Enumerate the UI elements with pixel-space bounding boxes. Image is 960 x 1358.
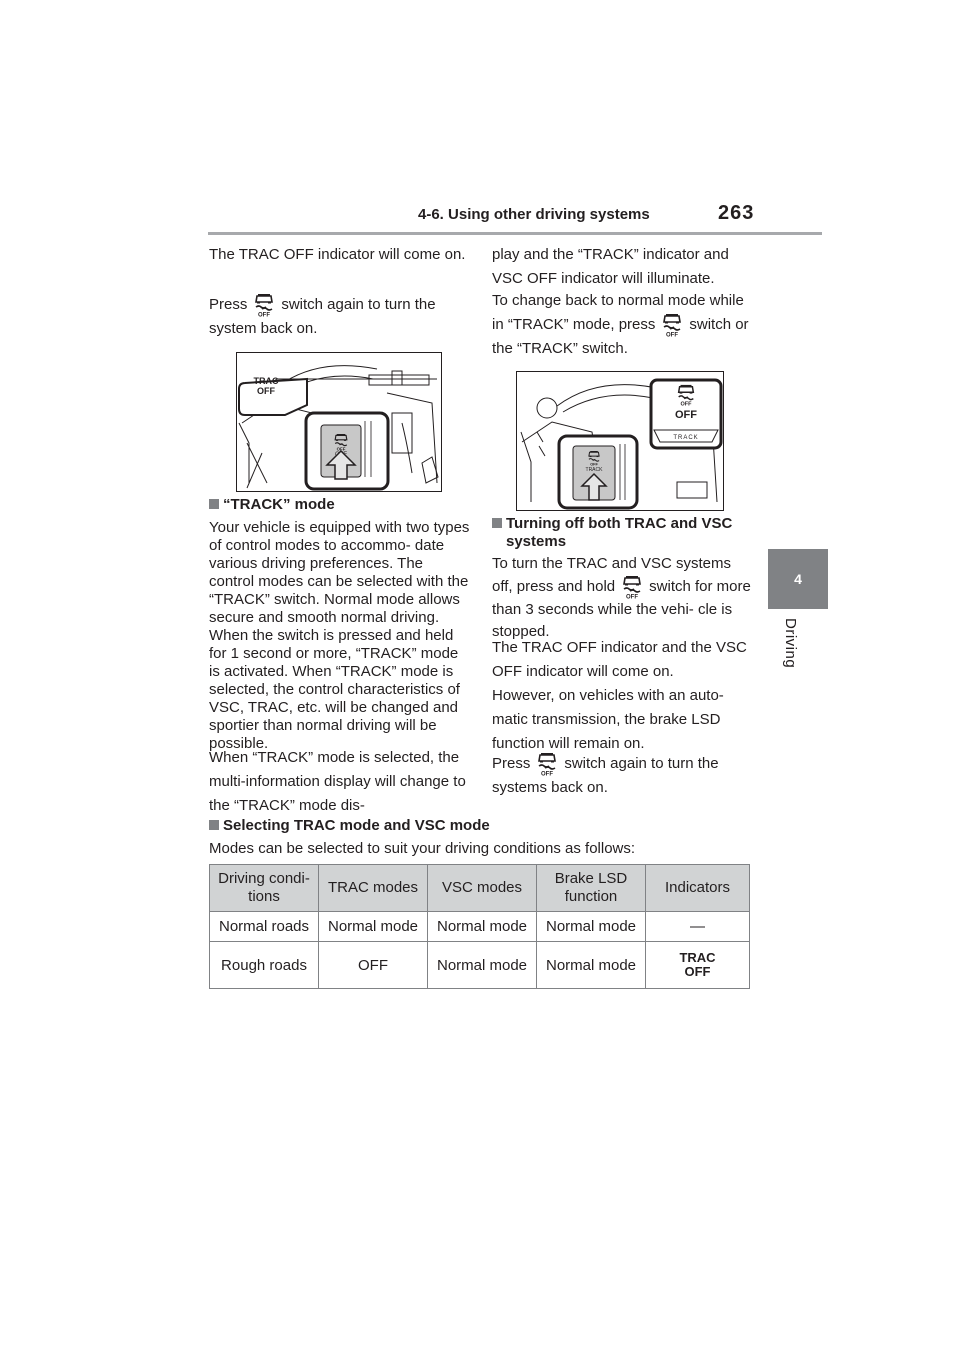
- square-bullet-icon: [209, 499, 219, 509]
- header-driving-conditions: Driving condi- tions: [210, 865, 319, 912]
- table-cell: Normal mode: [537, 912, 646, 942]
- figure-trac-off-dashboard: [236, 352, 442, 492]
- heading-track-mode: [209, 496, 335, 514]
- indicator-off-text: OFF: [684, 963, 711, 979]
- heading-track-text: “TRACK” mode: [223, 496, 335, 513]
- paragraph-track-description: Your vehicle is equipped with two types of control modes to accommo- date various driving preferences. The control modes can be selected with the “TRACK” switch. Normal mode allows secure and smooth normal driving. When the switch is pressed and held for 1 second or more, “TRACK” mode is activated. When “TRACK” mode is selected, the control characteristics of VSC, TRAC, etc. will be changed and sportier than normal driving will be possible.: [209, 519, 470, 752]
- table-cell-indicator: [646, 942, 750, 989]
- section-title: 4-6. Using other driving systems: [418, 206, 650, 223]
- paragraph-both-indicators: The TRAC OFF indicator and the VSC OFF indicator will come on.: [492, 639, 747, 680]
- press-hold-text: To turn the TRAC and VSC systems off, press and hold: [492, 555, 731, 595]
- table-cell: Normal mode: [428, 942, 537, 989]
- table-cell: Normal mode: [319, 912, 428, 942]
- press-after-text: switch again to turn the system back on.: [209, 296, 436, 337]
- paragraph-systems-back-on: [492, 752, 754, 800]
- change-back-text: To change back to normal mode while in “TRACK” mode, press: [492, 292, 744, 333]
- figure-track-dashboard: [516, 371, 724, 511]
- chapter-label: Driving: [782, 618, 799, 669]
- table-row: [210, 912, 750, 942]
- press-text: Press: [209, 296, 248, 313]
- paragraph-press-switch: [209, 293, 471, 341]
- callout-track-label: TRACK: [673, 435, 699, 441]
- press-hold-after-text: switch for more than 3 seconds while the vehi- cle is stopped.: [492, 578, 751, 640]
- header-trac-modes: TRAC modes: [319, 865, 428, 912]
- vsc-off-switch-icon: [661, 313, 683, 337]
- callout-trac-text: TRAC: [253, 376, 279, 386]
- table-cell: Normal roads: [210, 912, 319, 942]
- paragraph-track-indicator: play and the “TRACK” indicator and VSC OFF indicator will illuminate.: [492, 246, 729, 287]
- paragraph-modes-intro: Modes can be selected to suit your driving conditions as follows:: [209, 840, 636, 857]
- callout-trac-off: [239, 376, 307, 415]
- paragraph-trac-off-on: The TRAC OFF indicator will come on.: [209, 246, 466, 263]
- heading-both-line1: Turning off both TRAC and VSC: [506, 515, 733, 532]
- vsc-off-switch-icon: [536, 752, 558, 776]
- table-cell: —: [646, 912, 750, 942]
- chapter-tab: 4: [768, 549, 828, 609]
- table-header-row: [210, 865, 750, 912]
- callout-off-label: OFF: [675, 409, 697, 421]
- callout-switch-zoom-track: [559, 436, 637, 508]
- paragraph-track-display: When “TRACK” mode is selected, the multi-information display will change to the “TRACK” mode dis-: [209, 749, 466, 814]
- square-bullet-icon: [209, 820, 219, 830]
- callout-off-track: [651, 380, 721, 448]
- paragraph-brake-lsd: However, on vehicles with an auto- matic transmission, the brake LSD function will remain on.: [492, 687, 724, 752]
- square-bullet-icon: [492, 518, 502, 528]
- dashboard-illustration-track: [517, 372, 723, 510]
- trac-off-indicator-icon: [679, 951, 715, 979]
- dashboard-illustration: [237, 353, 441, 491]
- table-cell: Rough roads: [210, 942, 319, 989]
- table-cell: OFF: [319, 942, 428, 989]
- heading-selecting-text: Selecting TRAC mode and VSC mode: [223, 817, 490, 834]
- header-vsc-modes: VSC modes: [428, 865, 537, 912]
- press-again-after-text: switch again to turn the systems back on.: [492, 755, 719, 796]
- paragraph-press-hold: [492, 553, 754, 643]
- table-cell: Normal mode: [537, 942, 646, 989]
- vsc-off-switch-icon: [621, 575, 643, 599]
- modes-table: [209, 864, 750, 989]
- page-number: 263: [718, 202, 755, 224]
- switch-track-text: TRACK: [585, 467, 603, 473]
- table-cell: Normal mode: [428, 912, 537, 942]
- change-back-after-text: switch or the “TRACK” switch.: [492, 316, 749, 357]
- header-rule: [208, 232, 822, 235]
- press-again-text: Press: [492, 755, 531, 772]
- callout-switch-zoom: [306, 413, 388, 489]
- heading-selecting-modes: [209, 817, 490, 835]
- callout-off-text: OFF: [257, 386, 275, 396]
- heading-turning-off-both: [492, 515, 754, 551]
- header-indicators: Indicators: [646, 865, 750, 912]
- paragraph-change-back: [492, 289, 754, 361]
- heading-both-line2: systems: [506, 533, 567, 550]
- indicator-trac-text: TRAC: [679, 949, 716, 965]
- table-row: [210, 942, 750, 989]
- header-brake-lsd: Brake LSD function: [537, 865, 646, 912]
- vsc-off-switch-icon: [253, 293, 275, 317]
